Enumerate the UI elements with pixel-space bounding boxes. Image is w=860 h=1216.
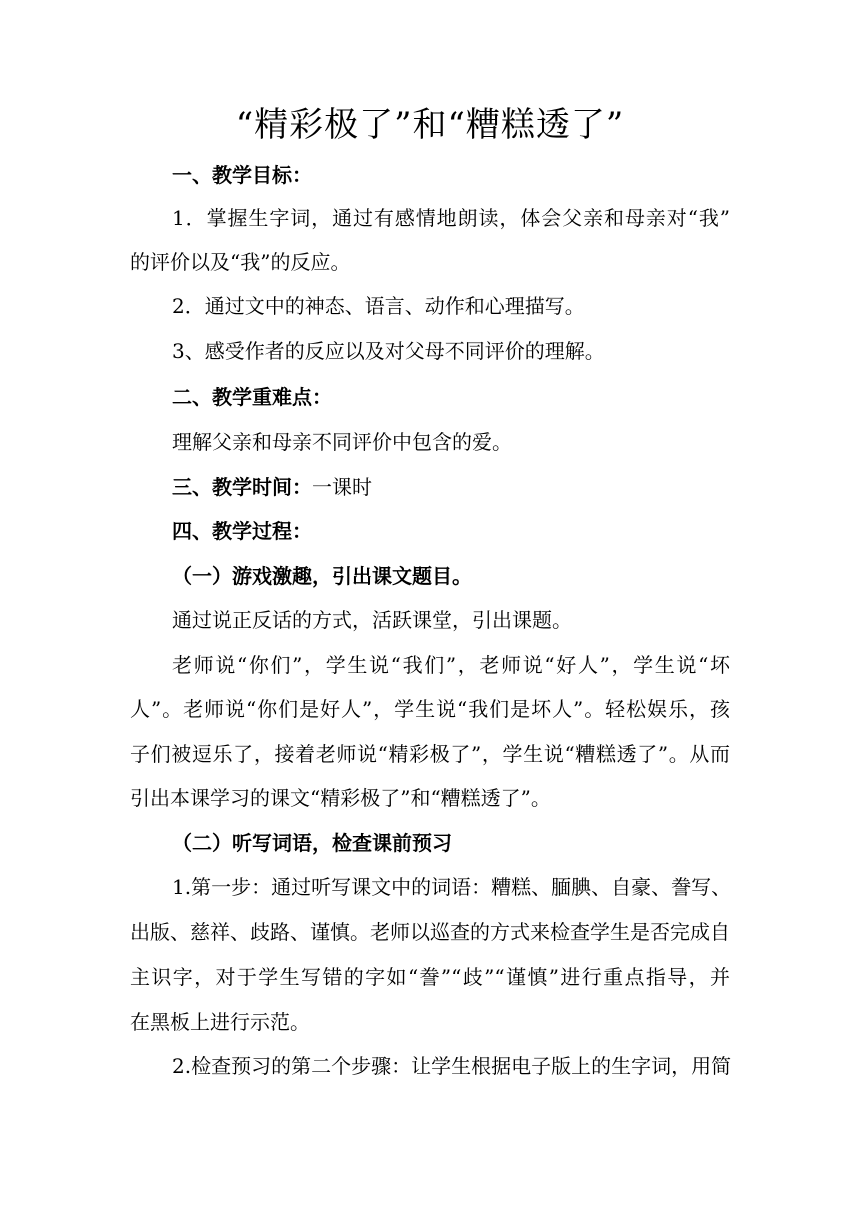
goal-item-2: 2．通过文中的神态、语言、动作和心理描写。 [172, 294, 585, 318]
section-1-paragraph-1: 通过说正反话的方式，活跃课堂，引出课题。 [172, 608, 572, 632]
section-1-heading: （一）游戏激趣，引出课文题目。 [172, 564, 472, 588]
section-1-paragraph-2-line-2: 人”。老师说“你们是好人”，学生说“我们是坏人”。轻松娱乐，孩 [130, 697, 730, 721]
time-value: 一课时 [312, 475, 372, 499]
goal-item-1-line-2: 的评价以及“我”的反应。 [130, 250, 351, 274]
section-2-paragraph-1-line-3: 主识字，对于学生写错的字如“誊”“歧”“谨慎”进行重点指导，并 [130, 965, 730, 989]
difficulty-heading: 二、教学重难点： [172, 385, 332, 409]
goals-heading: 一、教学目标： [172, 163, 312, 187]
goal-item-3: 3、感受作者的反应以及对父母不同评价的理解。 [172, 339, 605, 363]
section-2-paragraph-2-line-1: 2.检查预习的第二个步骤：让学生根据电子版上的生字词，用简 [172, 1054, 732, 1078]
difficulty-text: 理解父亲和母亲不同评价中包含的爱。 [172, 430, 512, 454]
time-row [172, 467, 730, 507]
section-2-heading: （二）听写词语，检查课前预习 [172, 831, 452, 855]
section-2-paragraph-1-line-4: 在黑板上进行示范。 [130, 1010, 310, 1034]
section-1-paragraph-2-line-3: 子们被逗乐了，接着老师说“精彩极了”，学生说“糟糕透了”。从而 [130, 742, 730, 766]
section-1-paragraph-2-line-1: 老师说“你们”，学生说“我们”，老师说“好人”，学生说“坏 [172, 653, 730, 677]
goal-item-1-line-1: 1．掌握生字词，通过有感情地朗读，体会父亲和母亲对“我” [172, 206, 730, 230]
process-heading: 四、教学过程： [172, 519, 312, 543]
section-1-paragraph-2-line-4: 引出本课学习的课文“精彩极了”和“糟糕透了”。 [130, 786, 551, 810]
document-title: “精彩极了”和“糟糕透了” [235, 105, 625, 145]
section-2-paragraph-1-line-1: 1.第一步：通过听写课文中的词语：糟糕、腼腆、自豪、誊写、 [172, 875, 732, 899]
time-heading: 三、教学时间： [172, 475, 312, 499]
section-2-paragraph-1-line-2: 出版、慈祥、歧路、谨慎。老师以巡查的方式来检查学生是否完成自 [130, 920, 730, 944]
